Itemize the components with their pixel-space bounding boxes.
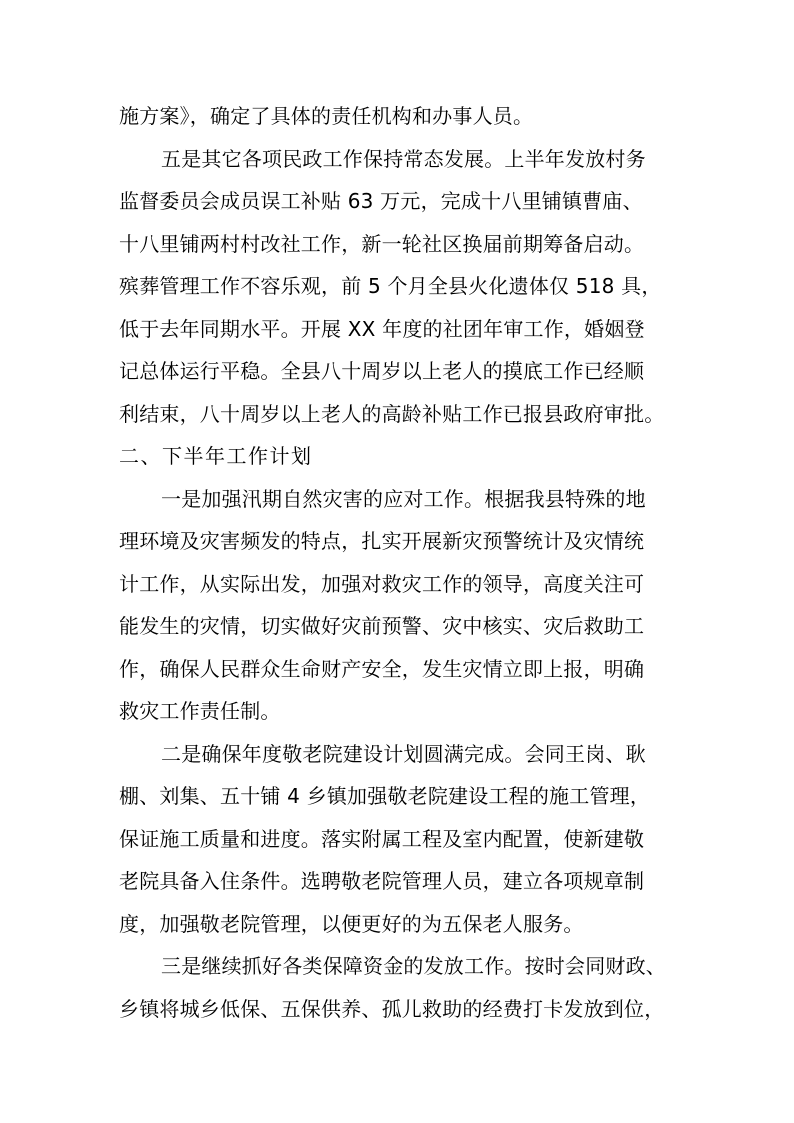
paragraph-line: 计工作，从实际出发，加强对救灾工作的领导，高度关注可 <box>119 571 645 596</box>
paragraph-line: 低于去年同期水平。开展 XX 年度的社团年审工作，婚姻登 <box>119 316 645 341</box>
paragraph-line: 保证施工质量和进度。落实附属工程及室内配置，使新建敬 <box>119 826 645 851</box>
document-body <box>119 95 674 1030</box>
paragraph-line: 五是其它各项民政工作保持常态发展。上半年发放村务 <box>161 146 646 171</box>
paragraph-line: 理环境及灾害频发的特点，扎实开展新灾预警统计及灾情统 <box>119 529 645 553</box>
paragraph-line: 乡镇将城乡低保、五保供养、孤儿救助的经费打卡发放到位， <box>119 996 665 1021</box>
paragraph-line: 一是加强汛期自然灾害的应对工作。根据我县特殊的地 <box>161 486 646 511</box>
paragraph-line: 救灾工作责任制。 <box>119 699 281 723</box>
paragraph-line: 二是确保年度敬老院建设计划圆满完成。会同王岗、耿 <box>161 741 646 766</box>
paragraph-line: 度，加强敬老院管理，以便更好的为五保老人服务。 <box>119 911 584 936</box>
paragraph-line: 殡葬管理工作不容乐观，前 5 个月全县火化遗体仅 518 具， <box>119 274 662 298</box>
paragraph-line: 监督委员会成员误工补贴 63 万元，完成十八里铺镇曹庙、 <box>119 189 643 213</box>
paragraph-line: 十八里铺两村村改社工作，新一轮社区换届前期筹备启动。 <box>119 231 645 256</box>
paragraph-line: 老院具备入住条件。选聘敬老院管理人员，建立各项规章制 <box>119 869 645 893</box>
paragraph-line: 棚、刘集、五十铺 4 乡镇加强敬老院建设工程的施工管理， <box>119 784 651 808</box>
paragraph-line: 能发生的灾情，切实做好灾前预警、灾中核实、灾后救助工 <box>119 614 645 638</box>
paragraph-line: 作，确保人民群众生命财产安全，发生灾情立即上报，明确 <box>119 656 645 681</box>
paragraph-line: 施方案》，确定了具体的责任机构和办事人员。 <box>119 104 534 128</box>
paragraph-line: 利结束，八十周岁以上老人的高龄补贴工作已报县政府审批。 <box>119 401 665 426</box>
paragraph-line: 三是继续抓好各类保障资金的发放工作。按时会同财政、 <box>161 954 666 978</box>
section-heading: 二、下半年工作计划 <box>119 444 313 468</box>
paragraph-line: 记总体运行平稳。全县八十周岁以上老人的摸底工作已经顺 <box>119 359 645 383</box>
